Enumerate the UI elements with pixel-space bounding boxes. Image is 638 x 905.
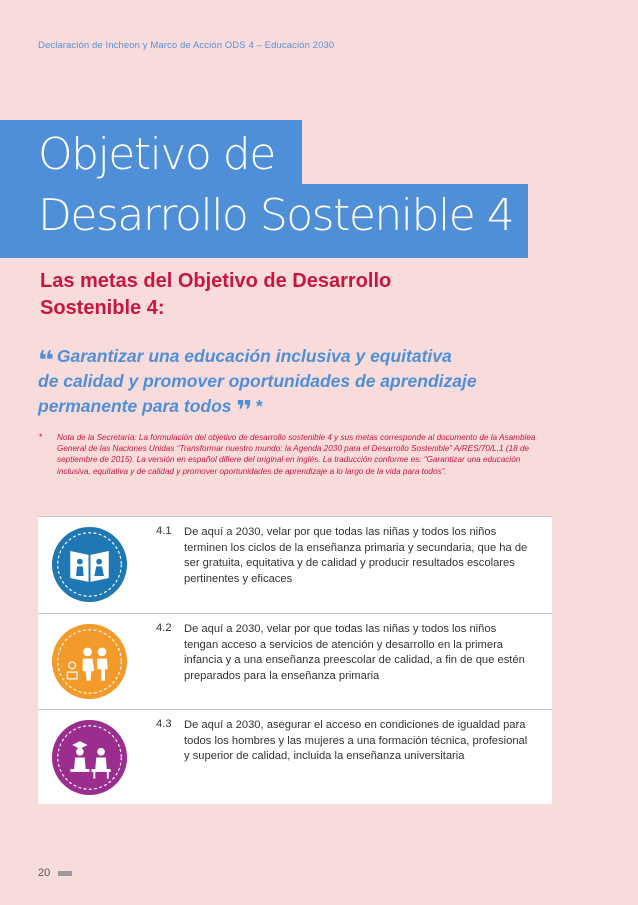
students-at-desks-icon bbox=[51, 719, 128, 796]
section-subtitle bbox=[40, 268, 500, 322]
open-quote-icon: ❛❛ bbox=[38, 345, 53, 375]
target-number: 4.1 bbox=[156, 525, 172, 537]
children-with-toys-icon bbox=[51, 623, 128, 700]
close-quote-icon: ❜❜ bbox=[236, 395, 251, 425]
page-number-bar bbox=[58, 871, 72, 876]
page-title-line-1: Objetivo de bbox=[38, 129, 275, 180]
target-row bbox=[38, 517, 552, 612]
children-reading-book-icon bbox=[51, 526, 128, 603]
target-text: De aquí a 2030, asegurar el acceso en condiciones de igualdad para todos los hombres y las mujeres a una formación técnica, profesional y superior de calidad, incluida la enseñanza universitaria bbox=[184, 719, 528, 762]
target-number: 4.2 bbox=[156, 622, 172, 634]
running-header: Declaración de Incheon y Marco de Acción ODS 4 – Educación 2030 bbox=[38, 40, 335, 51]
target-text: De aquí a 2030, velar por que todas las niñas y todos los niños tengan acceso a servicios de atención y desarrollo en la primera infancia y a una enseñanza preescolar de calidad, a fin de que estén preparados para la enseñanza primaria bbox=[184, 623, 525, 682]
subtitle-line-2: Sostenible 4: bbox=[40, 297, 165, 319]
target-row bbox=[38, 709, 552, 805]
quote-asterisk: * bbox=[250, 396, 263, 416]
quote-line-3: permanente para todos bbox=[38, 396, 232, 416]
target-number: 4.3 bbox=[156, 718, 172, 730]
quote-line-1: Garantizar una educación inclusiva y equitativa bbox=[56, 346, 452, 366]
page-title-line-2: Desarrollo Sostenible 4 bbox=[38, 190, 514, 241]
page-number: 20 bbox=[38, 867, 51, 879]
target-row bbox=[38, 613, 552, 709]
goal-quote bbox=[38, 344, 558, 425]
secretariat-note: Nota de la Secretaría: La formulación del objetivo de desarrollo sostenible 4 y sus metas corresponde al documento de la Asamblea General de las Naciones Unidas “Transformar nuestro mundo: la Agenda 2030 para el Desarrollo Sostenible” A/RES/70/L.1 (18 de septiembre de 2015). La versión en español difiere del original en inglés. La traducción conforme es: “Garantizar una educación inclusiva, equitativa y de calidad y promover oportunidades de aprendizaje a lo largo de la vida para todos”. bbox=[57, 433, 536, 476]
target-text: De aquí a 2030, velar por que todas las niñas y todos los niños terminen los ciclos de la enseñanza primaria y secundaria, que ha de ser gratuita, equitativa y de calidad y producir resultados escolares pertinentes y eficaces bbox=[184, 526, 528, 585]
note-asterisk: * bbox=[39, 432, 43, 442]
quote-line-2: de calidad y promover oportunidades de aprendizaje bbox=[38, 371, 477, 391]
targets-table bbox=[38, 516, 552, 804]
subtitle-line-1: Las metas del Objetivo de Desarrollo bbox=[40, 270, 392, 292]
